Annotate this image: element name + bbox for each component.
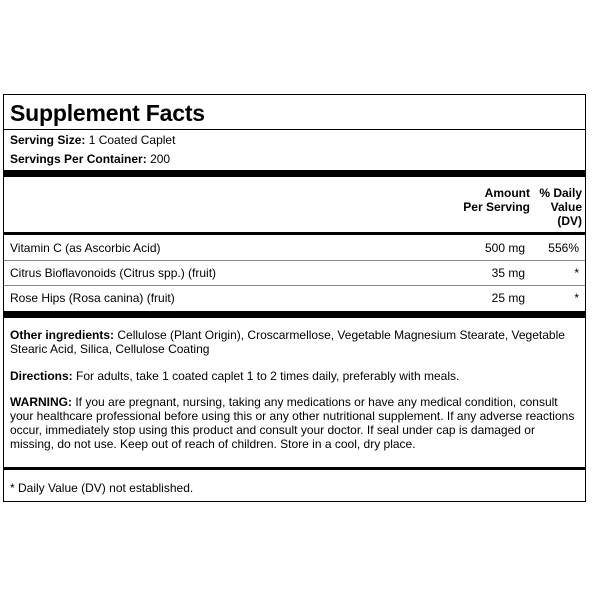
panel-title: Supplement Facts — [10, 100, 205, 126]
warning — [10, 395, 579, 451]
other-ingredients-text: Cellulose (Plant Origin), Croscarmellose, Vegetable Magnesium Stearate, Vegetable Stearic Acid, Silica, Cellulose Coating — [10, 328, 565, 356]
amount-header-line1: Amount — [484, 186, 530, 200]
directions-text: For adults, take 1 coated caplet 1 to 2 times daily, preferably with meals. — [76, 369, 460, 383]
nutrient-name: Vitamin C (as Ascorbic Acid) — [10, 241, 161, 255]
thick-divider — [4, 311, 585, 318]
nutrient-dv: * — [574, 266, 579, 280]
footer-divider — [4, 467, 585, 470]
other-ingredients — [10, 328, 579, 356]
dv-header-line3: (DV) — [557, 214, 582, 228]
header-divider — [4, 232, 585, 235]
nutrient-name: Citrus Bioflavonoids (Citrus spp.) (fruit) — [10, 266, 217, 280]
nutrient-row — [4, 286, 585, 310]
nutrient-row — [4, 261, 585, 285]
nutrient-amount: 35 mg — [491, 266, 525, 280]
serving-size-label: Serving Size: — [10, 133, 86, 147]
serving-size — [10, 133, 175, 147]
footnote: * Daily Value (DV) not established. — [10, 481, 194, 495]
other-ingredients-label: Other ingredients: — [10, 328, 115, 342]
servings-per-container — [10, 152, 170, 166]
dv-header-line2: Value — [550, 200, 582, 214]
serving-size-value: 1 Coated Caplet — [88, 133, 176, 147]
servings-per-container-label: Servings Per Container: — [10, 152, 147, 166]
nutrient-dv: 556% — [548, 241, 579, 255]
nutrient-name: Rose Hips (Rosa canina) (fruit) — [10, 291, 175, 305]
nutrient-row — [4, 236, 585, 260]
directions-label: Directions: — [10, 369, 73, 383]
dv-header-line1: % Daily — [539, 186, 582, 200]
warning-label: WARNING: — [10, 395, 72, 409]
amount-per-serving-header — [434, 186, 530, 214]
thick-divider — [4, 170, 585, 177]
nutrient-amount: 25 mg — [491, 291, 525, 305]
warning-text: If you are pregnant, nursing, taking any medications or have any medical condition, consult your healthcare professional before using this or any other nutritional supplement. If any adverse reactions occur, immediately stop using this product and consult your doctor. If seal under cap is damaged or missing, do not use. Keep out of reach of children. Store in a cool, dry place. — [10, 395, 575, 451]
amount-header-line2: Per Serving — [463, 200, 530, 214]
directions — [10, 369, 579, 383]
nutrient-dv: * — [574, 291, 579, 305]
daily-value-header — [532, 186, 582, 228]
servings-per-container-value: 200 — [150, 152, 171, 166]
divider — [4, 129, 585, 130]
supplement-facts-panel — [3, 94, 586, 502]
nutrient-amount: 500 mg — [484, 241, 525, 255]
